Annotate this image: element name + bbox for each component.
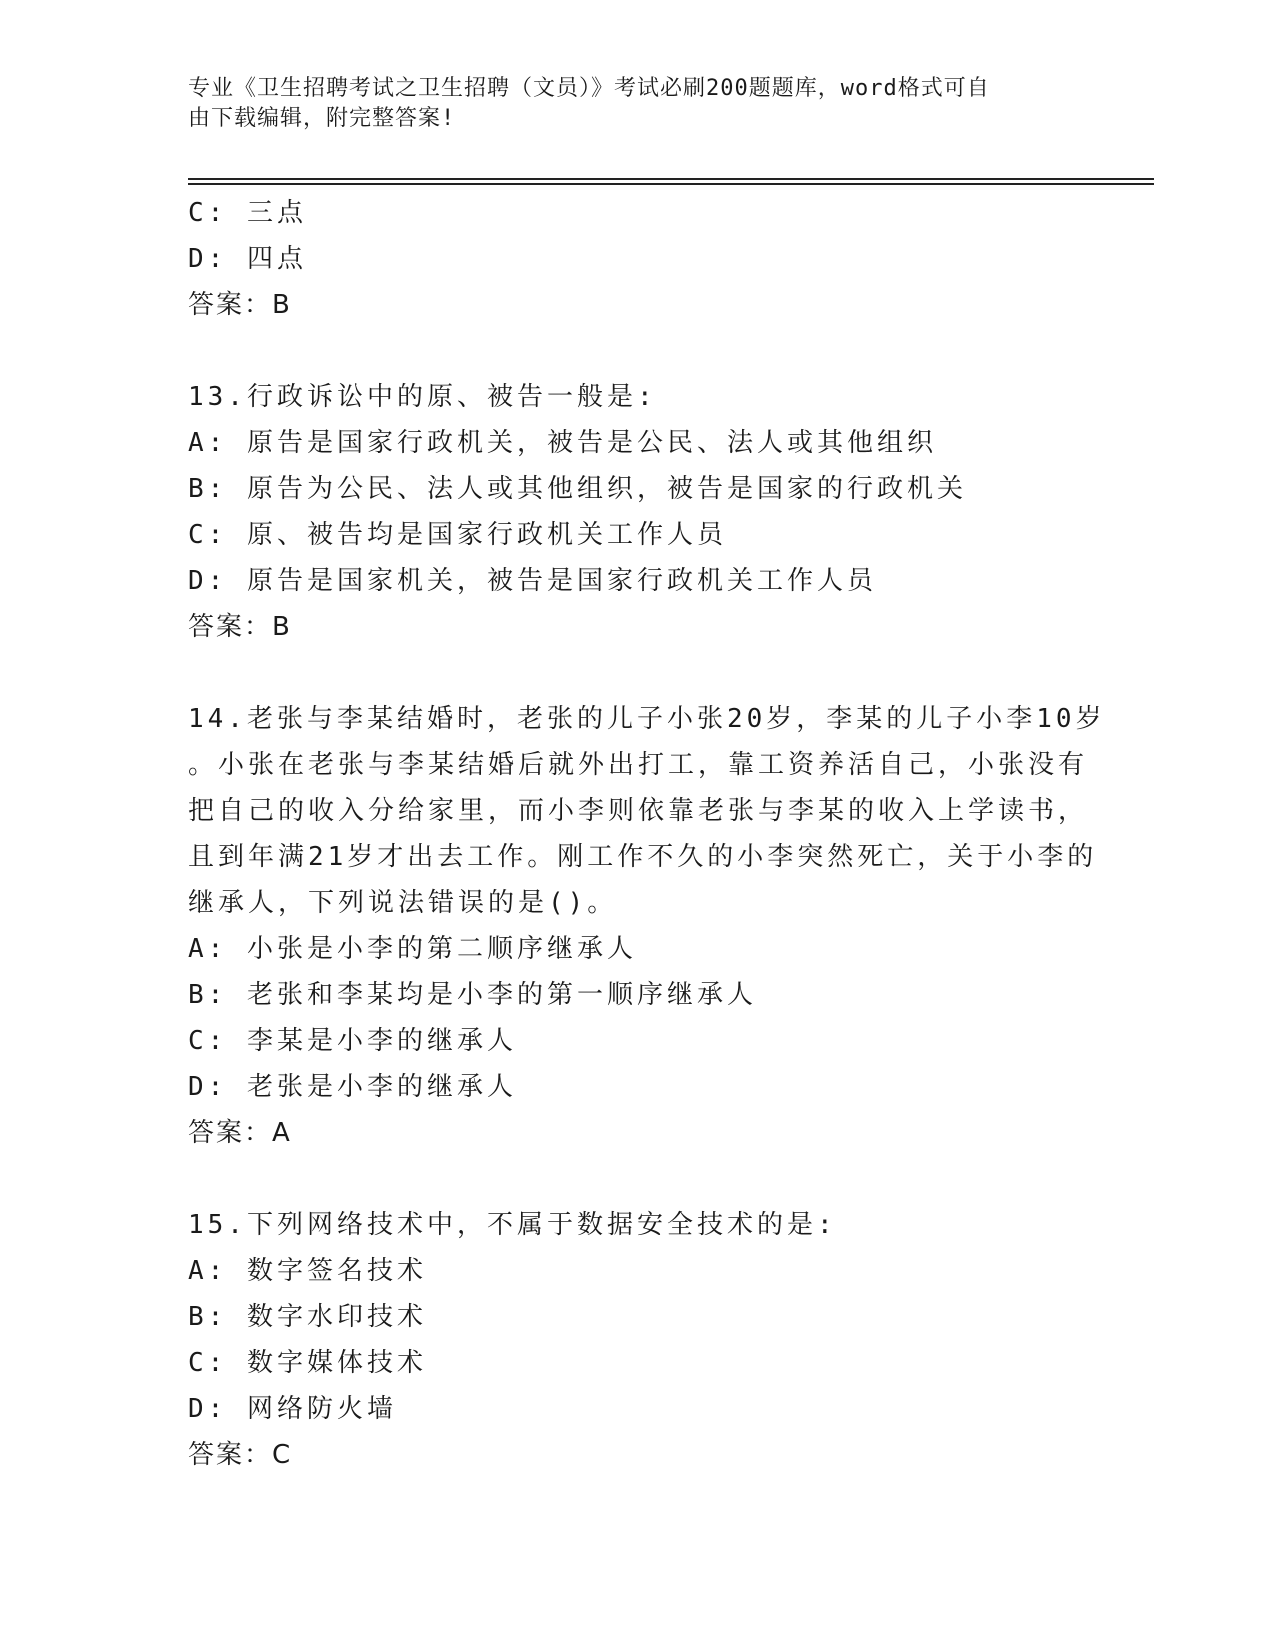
spacer (188, 328, 1088, 374)
option-d: D: 网络防火墙 (188, 1394, 397, 1424)
answer-line: 答案：A (188, 1118, 292, 1148)
option-b: B: 老张和李某均是小李的第一顺序继承人 (188, 980, 757, 1010)
question-stem-line-4: 且到年满21岁才出去工作。刚工作不久的小李突然死亡，关于小李的 (188, 842, 1098, 872)
option-b: B: 原告为公民、法人或其他组织，被告是国家的行政机关 (188, 474, 967, 504)
option-c: C: 数字媒体技术 (188, 1348, 427, 1378)
header-divider-bottom (188, 183, 1154, 185)
option-b: B: 数字水印技术 (188, 1302, 427, 1332)
question-stem-line-2: 。小张在老张与李某结婚后就外出打工，靠工资养活自己，小张没有 (188, 750, 1089, 780)
spacer (188, 650, 1088, 696)
option-d: D: 四点 (188, 244, 307, 274)
question-13 (188, 374, 1088, 650)
previous-question-continuation (188, 190, 1088, 328)
option-d: D: 老张是小李的继承人 (188, 1072, 517, 1102)
answer-line: 答案：C (188, 1440, 293, 1470)
option-a: A: 原告是国家行政机关，被告是公民、法人或其他组织 (188, 428, 937, 458)
question-15 (188, 1202, 1088, 1478)
answer-line: 答案：B (188, 290, 292, 320)
spacer (188, 1156, 1088, 1202)
header-divider-top (188, 178, 1154, 180)
option-c: C: 原、被告均是国家行政机关工作人员 (188, 520, 727, 550)
question-stem-line-3: 把自己的收入分给家里，而小李则依靠老张与李某的收入上学读书， (188, 796, 1089, 826)
question-stem: 15.下列网络技术中，不属于数据安全技术的是: (188, 1210, 837, 1240)
option-c: C: 三点 (188, 198, 307, 228)
document-body (188, 190, 1106, 1478)
question-14 (188, 696, 1106, 1156)
question-stem-line-1: 14.老张与李某结婚时，老张的儿子小张20岁，李某的儿子小李10岁 (188, 704, 1106, 734)
option-a: A: 小张是小李的第二顺序继承人 (188, 934, 637, 964)
option-a: A: 数字签名技术 (188, 1256, 427, 1286)
answer-line: 答案：B (188, 612, 292, 642)
option-c: C: 李某是小李的继承人 (188, 1026, 517, 1056)
header-line-1: 专业《卫生招聘考试之卫生招聘（文员）》考试必刷200题题库，word格式可自 (188, 76, 990, 101)
question-stem-line-5: 继承人，下列说法错误的是()。 (188, 888, 618, 918)
header-line-2: 由下载编辑，附完整答案! (188, 106, 456, 131)
question-stem: 13.行政诉讼中的原、被告一般是: (188, 382, 657, 412)
option-d: D: 原告是国家机关，被告是国家行政机关工作人员 (188, 566, 877, 596)
document-header (188, 74, 1068, 134)
